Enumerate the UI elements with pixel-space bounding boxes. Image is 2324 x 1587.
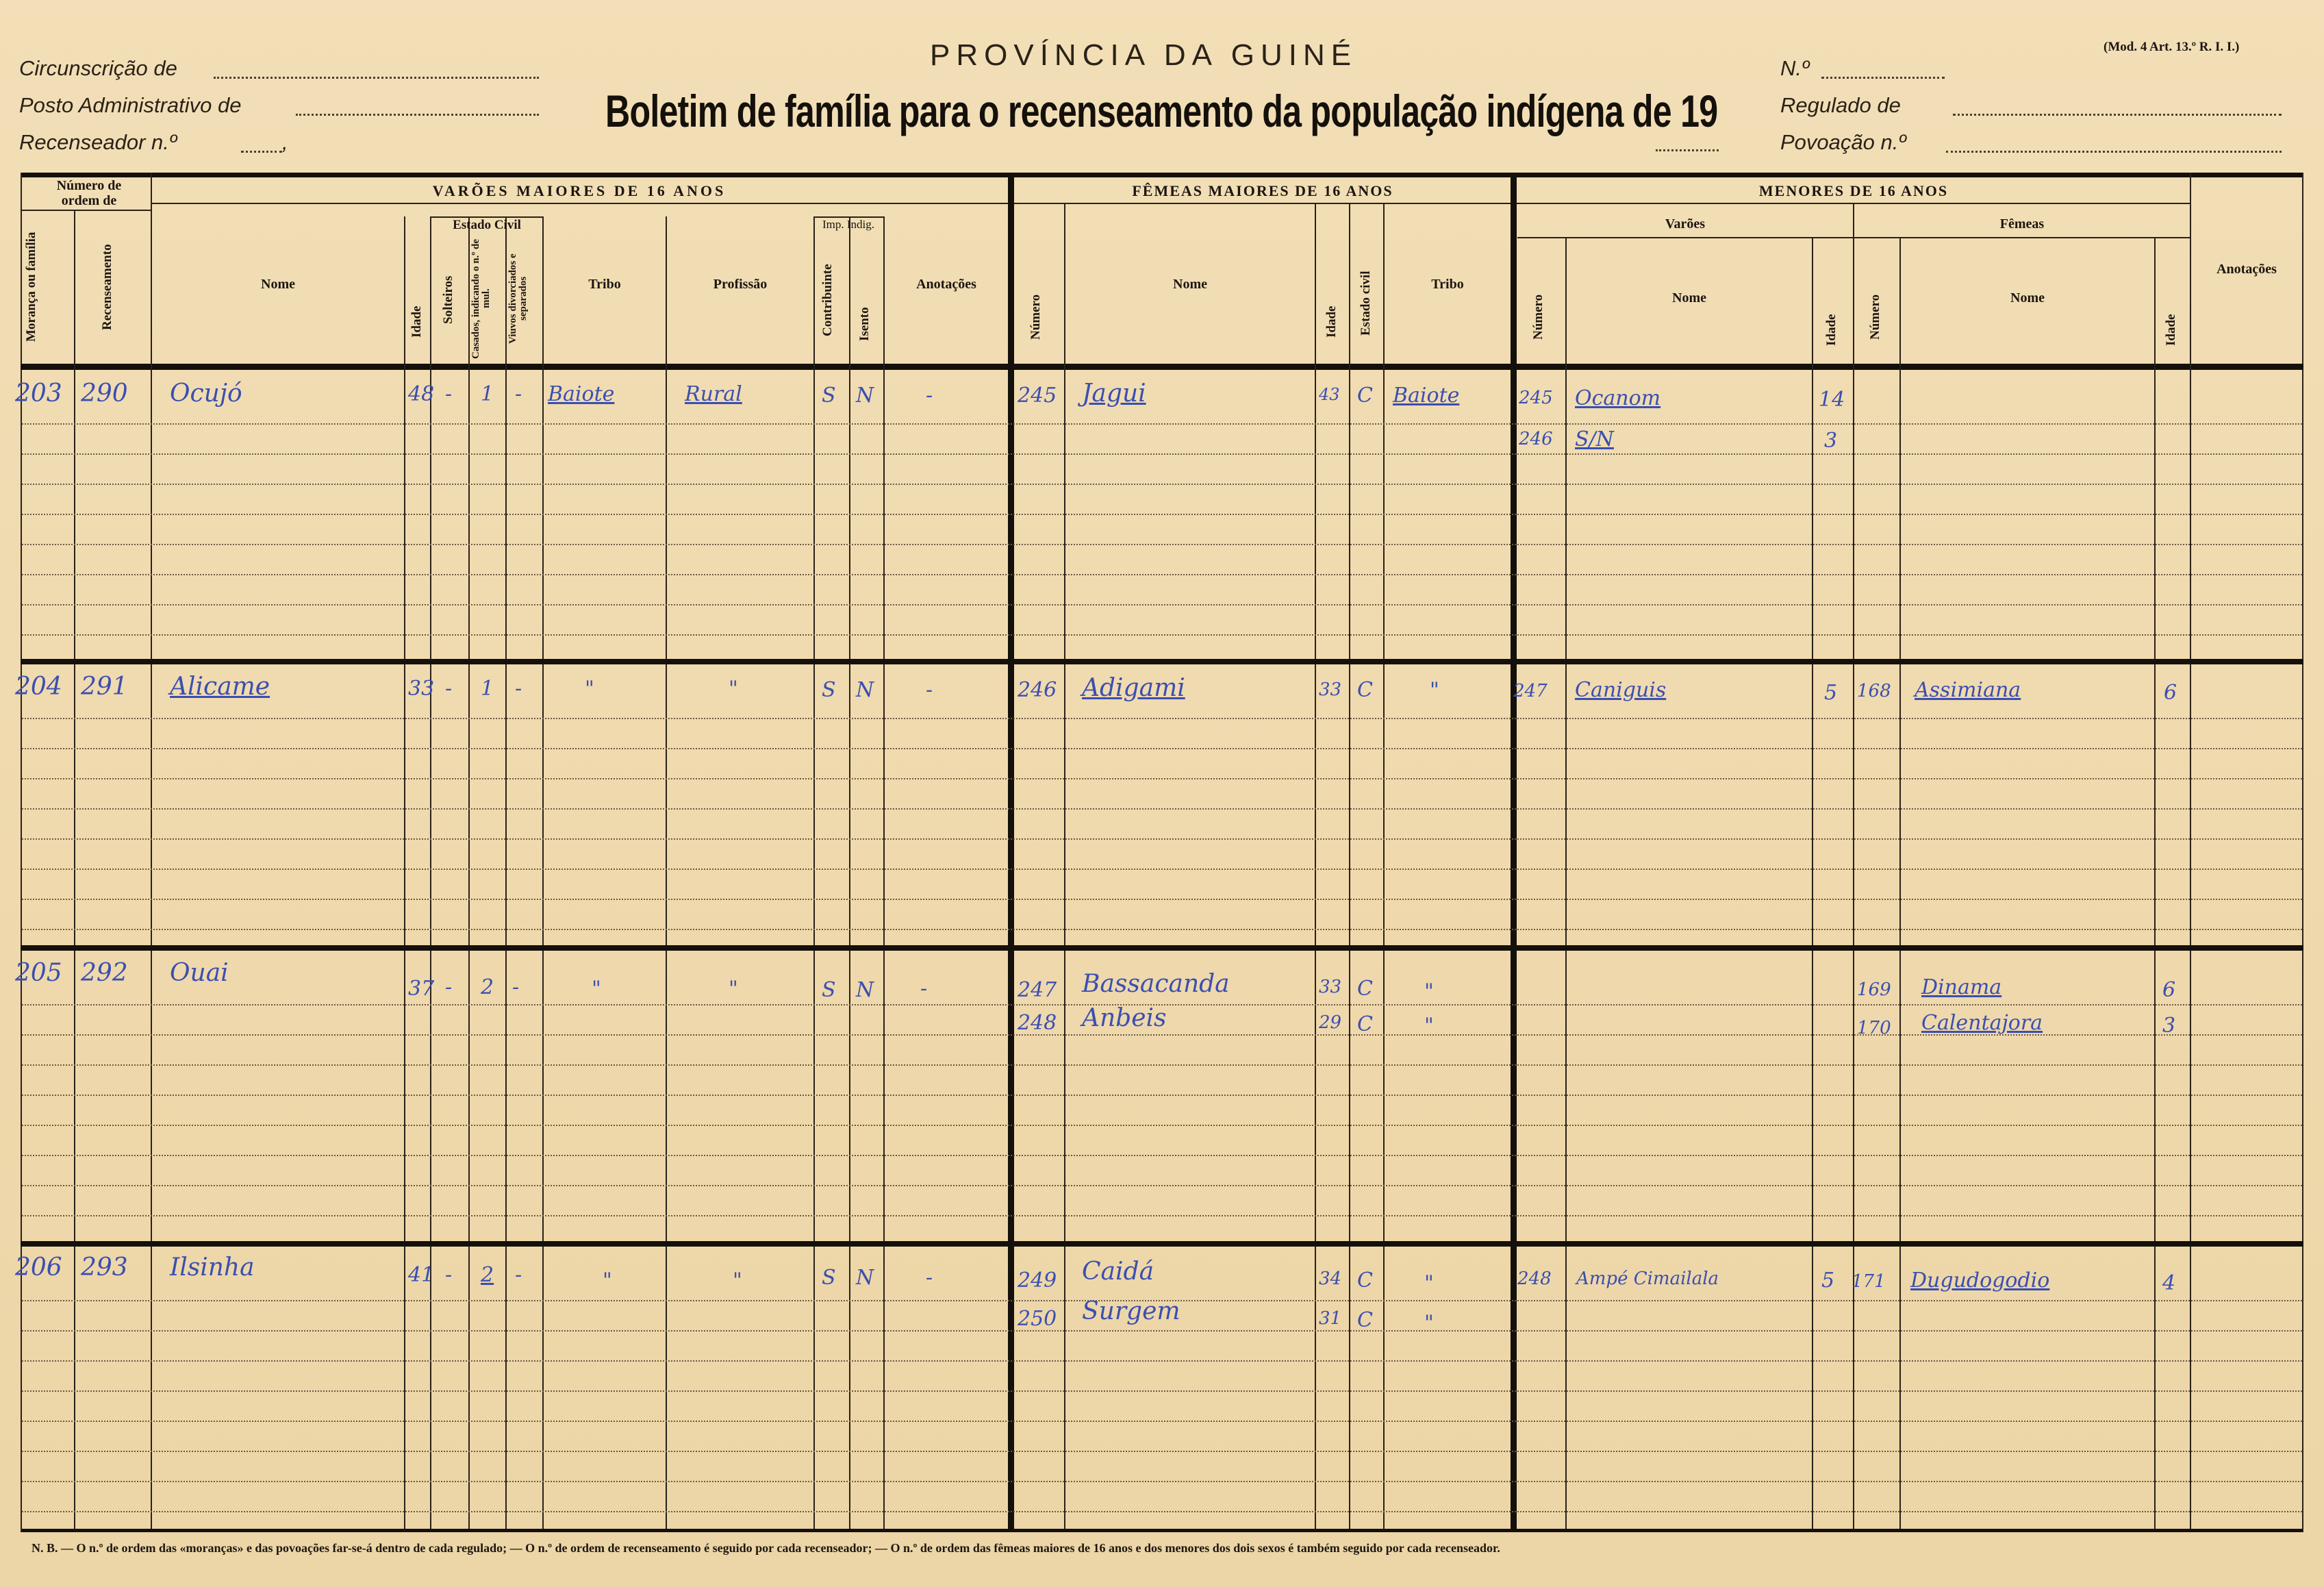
regulado-label: Regulado de [1780, 93, 1901, 117]
femeas-estado-civil-header: Estado civil [1359, 271, 1373, 336]
col-rule [1899, 237, 1901, 1529]
tribo-header: Tribo [588, 277, 621, 292]
ruled-line [22, 604, 2302, 605]
contribuinte-mark: S [822, 1266, 836, 1290]
table-right-border [2302, 173, 2303, 1532]
isento-header: Isento [857, 307, 872, 341]
ruled-line [22, 1215, 2302, 1216]
ruled-line [22, 1421, 2302, 1422]
casado-count: 1 [481, 382, 494, 406]
male-profession: " [733, 1269, 742, 1292]
casado-count: 2 [481, 1263, 494, 1287]
solteiro-mark: - [445, 382, 453, 406]
minor-male-number: 246 [1519, 429, 1553, 449]
viuvo-mark: - [515, 677, 522, 701]
recenseamento-number: 290 [81, 379, 128, 408]
ruled-line [22, 574, 2302, 575]
female-civil-status: C [1357, 384, 1373, 408]
isento-mark: N [856, 978, 874, 1002]
col-rule [813, 216, 815, 1529]
female-number: 250 [1018, 1307, 1057, 1331]
female-tribe: " [1424, 1014, 1434, 1038]
female-tribe: " [1424, 1311, 1434, 1335]
femeas-idade-header: Idade [1324, 305, 1339, 338]
comma: , [282, 130, 288, 154]
table-top-border [21, 173, 2303, 177]
col-rule [505, 216, 507, 1529]
minor-male-number: 247 [1513, 681, 1548, 701]
minor-female-age: 6 [2164, 681, 2177, 705]
female-name: Bassacanda [1082, 970, 1230, 998]
female-civil-status: C [1357, 1269, 1373, 1292]
minor-female-name: Assimiana [1915, 678, 2021, 702]
ruled-line [22, 808, 2302, 810]
male-profession: Rural [685, 382, 742, 406]
moranca-number: 203 [15, 379, 62, 408]
family-block-rule [21, 659, 2303, 664]
ruled-line [22, 514, 2302, 515]
femeas-nome-header: Nome [1173, 277, 1207, 292]
ruled-line [22, 1481, 2302, 1482]
solteiro-mark: - [445, 975, 453, 999]
numero-field[interactable] [1821, 77, 1945, 79]
minor-male-age: 3 [1824, 429, 1838, 453]
minor-male-age: 14 [1819, 388, 1845, 412]
anotacao-mark: - [926, 1266, 933, 1290]
col-rule [883, 216, 885, 1529]
viuvo-mark: - [515, 382, 522, 406]
recenseamento-number: 293 [81, 1253, 128, 1282]
ruled-line [22, 718, 2302, 719]
female-number: 245 [1018, 384, 1057, 408]
ruled-line [22, 1185, 2302, 1186]
menores-section-header: MENORES DE 16 ANOS [1758, 182, 1949, 199]
imp-indig-header: Imp. Indig. [822, 218, 875, 231]
footer-note: N. B. — O n.º de ordem das «moranças» e das povoações far-se-á dentro de cada regulado; — O n.º de ordem de recenseamento é seguido por cada recenseador; — O n.º de ordem das fêmeas maiores de 16 anos e dos menores dos dois sexos é também seguido por cada recenseador. [31, 1541, 1500, 1555]
male-name: Ilsinha [170, 1253, 255, 1282]
col-rule [849, 216, 850, 1529]
anotacao-mark: - [926, 678, 933, 702]
female-age: 31 [1319, 1308, 1342, 1329]
male-age: 37 [408, 977, 435, 1001]
ruled-line [22, 1330, 2302, 1332]
province-heading: PROVÍNCIA DA GUINÉ [930, 38, 1358, 72]
ruled-line [22, 1390, 2302, 1392]
male-profession: " [729, 977, 738, 1001]
casado-count: 2 [481, 975, 494, 999]
section-divider [1008, 173, 1014, 1532]
isento-mark: N [856, 1266, 874, 1290]
male-tribe: " [585, 677, 594, 701]
ruled-line [22, 1125, 2302, 1126]
male-name: Ouai [170, 959, 229, 987]
menores-varoes-header: Varões [1665, 216, 1706, 232]
col-rule [151, 173, 152, 1529]
menores-f-nome-header: Nome [2010, 290, 2045, 305]
form-title: Boletim de família para o recenseamento da população indígena de 19 [605, 86, 1718, 136]
casados-header: Casados, indicando o n.º de mul. [470, 238, 492, 359]
col-rule [542, 216, 544, 1529]
ruled-line [22, 423, 2302, 425]
ruled-line [22, 778, 2302, 779]
header-row-rule [21, 364, 2303, 370]
moranca-number: 204 [15, 673, 62, 701]
minor-male-age: 5 [1821, 1269, 1835, 1292]
male-age: 48 [408, 382, 435, 406]
col-rule [666, 216, 667, 1529]
female-age: 29 [1319, 1012, 1342, 1033]
ruled-line [22, 899, 2302, 900]
male-tribe: " [603, 1269, 612, 1292]
menores-f-numero-header: Número [1868, 294, 1882, 340]
posto-label: Posto Administrativo de [19, 93, 242, 117]
circunscricao-field[interactable] [214, 77, 539, 79]
family-block-rule [21, 1241, 2303, 1247]
profissao-header: Profissão [713, 277, 768, 292]
anotacoes-varoes-header: Anotações [916, 277, 976, 292]
col-rule [2190, 173, 2191, 1529]
minor-male-name: Ocanom [1575, 386, 1661, 410]
ruled-line [22, 929, 2302, 930]
ruled-line [22, 1511, 2302, 1512]
female-age: 33 [1319, 977, 1342, 997]
viuvo-mark: - [512, 975, 520, 999]
male-age: 41 [408, 1263, 435, 1287]
minor-male-number: 245 [1519, 388, 1553, 408]
male-age: 33 [408, 677, 435, 701]
estado-civil-header: Estado Civil [453, 218, 521, 232]
moranca-header: Morança ou família [24, 232, 38, 342]
minor-female-age: 4 [2162, 1271, 2176, 1295]
female-number: 247 [1018, 978, 1057, 1002]
female-name: Surgem [1082, 1297, 1180, 1325]
minor-female-name: Calentajora [1921, 1011, 2043, 1035]
solteiro-mark: - [445, 677, 453, 701]
female-number: 248 [1018, 1011, 1057, 1035]
minor-male-number: 248 [1517, 1269, 1552, 1289]
femeas-tribo-header: Tribo [1431, 277, 1464, 292]
recenseamento-number: 291 [81, 673, 128, 701]
minor-male-age: 5 [1824, 681, 1838, 705]
minor-female-age: 3 [2162, 1014, 2176, 1038]
minor-male-name: Caniguis [1575, 678, 1667, 702]
regulado-field[interactable] [1953, 114, 2282, 116]
povoacao-field[interactable] [1946, 151, 2282, 153]
ruled-line [22, 634, 2302, 636]
ruled-line [22, 1095, 2302, 1096]
ruled-line [22, 869, 2302, 870]
povoacao-label: Povoação n.º [1780, 130, 1906, 154]
minor-female-number: 169 [1857, 979, 1891, 1000]
model-reference: (Mod. 4 Art. 13.º R. I. I.) [2104, 40, 2240, 54]
ruled-line [22, 1360, 2302, 1362]
posto-field[interactable] [296, 114, 539, 116]
female-civil-status: C [1357, 678, 1373, 702]
isento-mark: N [856, 384, 874, 408]
contribuinte-mark: S [822, 384, 836, 408]
femeas-numero-header: Número [1028, 294, 1043, 340]
female-name: Caidá [1082, 1258, 1154, 1286]
male-name: Alicame [170, 673, 270, 701]
recenseamento-number: 292 [81, 959, 128, 987]
col-rule [430, 216, 431, 1529]
female-name: Jagui [1082, 379, 1146, 408]
female-tribe: Baiote [1393, 384, 1460, 408]
numero-label: N.º [1780, 56, 1810, 80]
isento-mark: N [856, 678, 874, 702]
female-name: Anbeis [1082, 1004, 1167, 1032]
minor-female-number: 168 [1857, 681, 1891, 701]
col-rule [2154, 237, 2156, 1529]
recenseador-field[interactable] [241, 151, 282, 153]
minor-male-name: S/N [1575, 427, 1614, 451]
rule [151, 203, 2190, 204]
anotacao-mark: - [920, 977, 928, 1001]
minor-female-name: Dugudogodio [1910, 1269, 2050, 1292]
ruled-line [22, 1155, 2302, 1156]
ruled-line [22, 838, 2302, 840]
anotacoes-menores-header: Anotações [2216, 262, 2277, 277]
section-divider [1511, 173, 1517, 1532]
female-civil-status: C [1357, 977, 1373, 1001]
viuvos-header: Viuvos divorciados e separados [507, 253, 529, 344]
col-rule [404, 216, 405, 1529]
female-number: 249 [1018, 1269, 1057, 1292]
menores-v-nome-header: Nome [1672, 290, 1706, 305]
idade-header: Idade [409, 305, 424, 338]
male-tribe: Baiote [548, 382, 615, 406]
minor-female-name: Dinama [1921, 975, 2002, 999]
female-civil-status: C [1357, 1308, 1373, 1332]
female-tribe: " [1430, 678, 1439, 702]
female-tribe: " [1424, 1271, 1434, 1295]
recenseador-label: Recenseador n.º [19, 130, 177, 154]
menores-f-idade-header: Idade [2164, 314, 2178, 347]
female-name: Adigami [1082, 674, 1185, 702]
table-bottom-border [21, 1529, 2303, 1532]
viuvo-mark: - [515, 1263, 522, 1287]
nome-header: Nome [261, 277, 295, 292]
solteiro-mark: - [445, 1263, 453, 1287]
numero-ordem-header: Número de ordem de [56, 178, 122, 208]
menores-femeas-header: Fêmeas [1999, 216, 2045, 232]
contribuinte-mark: S [822, 678, 836, 702]
female-age: 34 [1319, 1269, 1342, 1289]
year-field[interactable] [1656, 149, 1719, 151]
ruled-line [22, 453, 2302, 455]
anotacao-mark: - [926, 384, 933, 408]
femeas-section-header: FÊMEAS MAIORES DE 16 ANOS [1132, 182, 1393, 199]
rule [21, 210, 151, 211]
minor-female-number: 170 [1857, 1018, 1891, 1038]
circunscricao-label: Circunscrição de [19, 56, 177, 80]
male-name: Ocujó [170, 379, 242, 408]
solteiros-header: Solteiros [441, 275, 455, 325]
minor-female-age: 6 [2162, 978, 2176, 1002]
casado-count: 1 [481, 677, 494, 701]
ruled-line [22, 544, 2302, 545]
recenseamento-header: Recenseamento [100, 244, 114, 330]
ruled-line [22, 1064, 2302, 1066]
male-tribe: " [592, 977, 601, 1001]
col-rule [468, 216, 470, 1529]
family-block-rule [21, 945, 2303, 951]
female-age: 33 [1319, 679, 1342, 700]
female-number: 246 [1018, 678, 1057, 702]
table-left-border [21, 173, 22, 1532]
moranca-number: 205 [15, 959, 62, 987]
menores-v-idade-header: Idade [1824, 314, 1839, 347]
contribuinte-mark: S [822, 978, 836, 1002]
menores-v-numero-header: Número [1531, 294, 1545, 340]
ruled-line [22, 484, 2302, 485]
minor-male-name: Ampé Cimailala [1576, 1269, 1719, 1289]
varoes-section-header: VARÕES MAIORES DE 16 ANOS [432, 182, 727, 199]
moranca-number: 206 [15, 1253, 62, 1282]
male-profession: " [729, 677, 738, 701]
ruled-line [22, 1451, 2302, 1452]
female-civil-status: C [1357, 1012, 1373, 1036]
minor-female-number: 171 [1852, 1271, 1886, 1292]
female-tribe: " [1424, 979, 1434, 1003]
ruled-line [22, 748, 2302, 749]
contribuinte-header: Contribuinte [820, 264, 835, 336]
col-rule [1565, 237, 1567, 1529]
col-rule [1812, 237, 1813, 1529]
female-age: 43 [1319, 385, 1340, 404]
